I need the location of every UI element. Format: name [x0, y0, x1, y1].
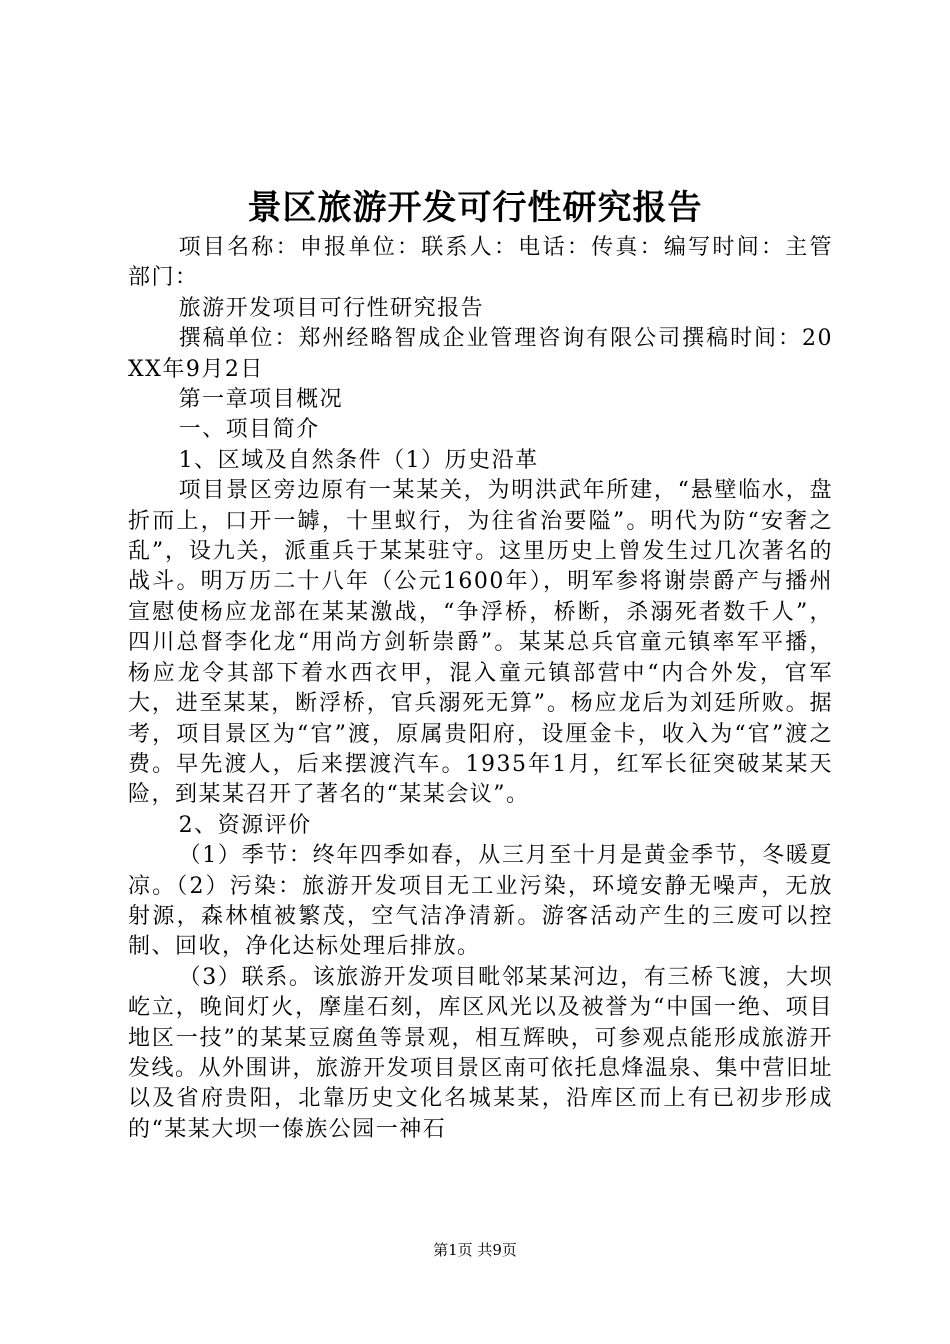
- project-info-paragraph: 项目名称：申报单位：联系人：电话：传真：编写时间：主管部门：: [128, 235, 833, 291]
- report-name-paragraph: 旅游开发项目可行性研究报告: [178, 295, 485, 321]
- resource-heading: 2、资源评价: [178, 812, 312, 838]
- section-heading: 一、项目简介: [178, 417, 320, 443]
- season-paragraph: （1）季节：终年四季如春，从三月至十月是黄金季节，冬暖夏凉。（2）污染：旅游开发项目无工业污染，环境安静无噪声，无放射源，森林植被繁茂，空气洁净清新。游客活动产生的三废可以控制、回收，净化达标处理后排放。: [128, 843, 833, 960]
- subsection-heading: 1、区域及自然条件（1）历史沿革: [178, 447, 539, 473]
- page-footer: 第1页 共9页: [433, 1241, 517, 1259]
- document-title: 景区旅游开发可行性研究报告: [247, 188, 703, 228]
- history-paragraph: 项目景区旁边原有一某某关，为明洪武年所建，“悬壁临水，盘折而上，口开一罅，十里蚁行，为往省治要隘”。明代为防“安奢之乱”，设九关，派重兵于某某驻守。这里历史上曾发生过几次著名的战斗。明万历二十八年（公元1600年），明军参将谢崇爵产与播州宣慰使杨应龙部在某某激战，“争浮桥，桥断，杀溺死者数千人”，四川总督李化龙“用尚方剑斩崇爵”。某某总兵官童元镇率军平播，杨应龙令其部下着水西衣甲，混入童元镇部营中“内合外发，官军大，进至某某，断浮桥，官兵溺死无算”。杨应龙后为刘廷所败。据考，项目景区为“官”渡，原属贵阳府，设厘金卡，收入为“官”渡之费。早先渡人，后来摆渡汽车。1935年1月，红军长征突破某某天险，到某某召开了著名的“某某会议”。: [128, 478, 833, 808]
- document-body: [128, 233, 833, 1145]
- author-paragraph: 撰稿单位：郑州经略智成企业管理咨询有限公司撰稿时间：20XX年9月2日: [128, 326, 833, 382]
- chapter-heading: 第一章项目概况: [178, 387, 344, 413]
- connection-paragraph: （3）联系。该旅游开发项目毗邻某某河边，有三桥飞渡，大坝屹立，晚间灯火，摩崖石刻，库区风光以及被誉为“中国一绝、项目地区一技”的某某豆腐鱼等景观，相互辉映，可参观点能形成旅游开发线。从外围讲，旅游开发项目景区南可依托息烽温泉、集中营旧址以及省府贵阳，北靠历史文化名城某某，沿库区而上有已初步形成的“某某大坝一傣族公园一神石: [128, 964, 834, 1142]
